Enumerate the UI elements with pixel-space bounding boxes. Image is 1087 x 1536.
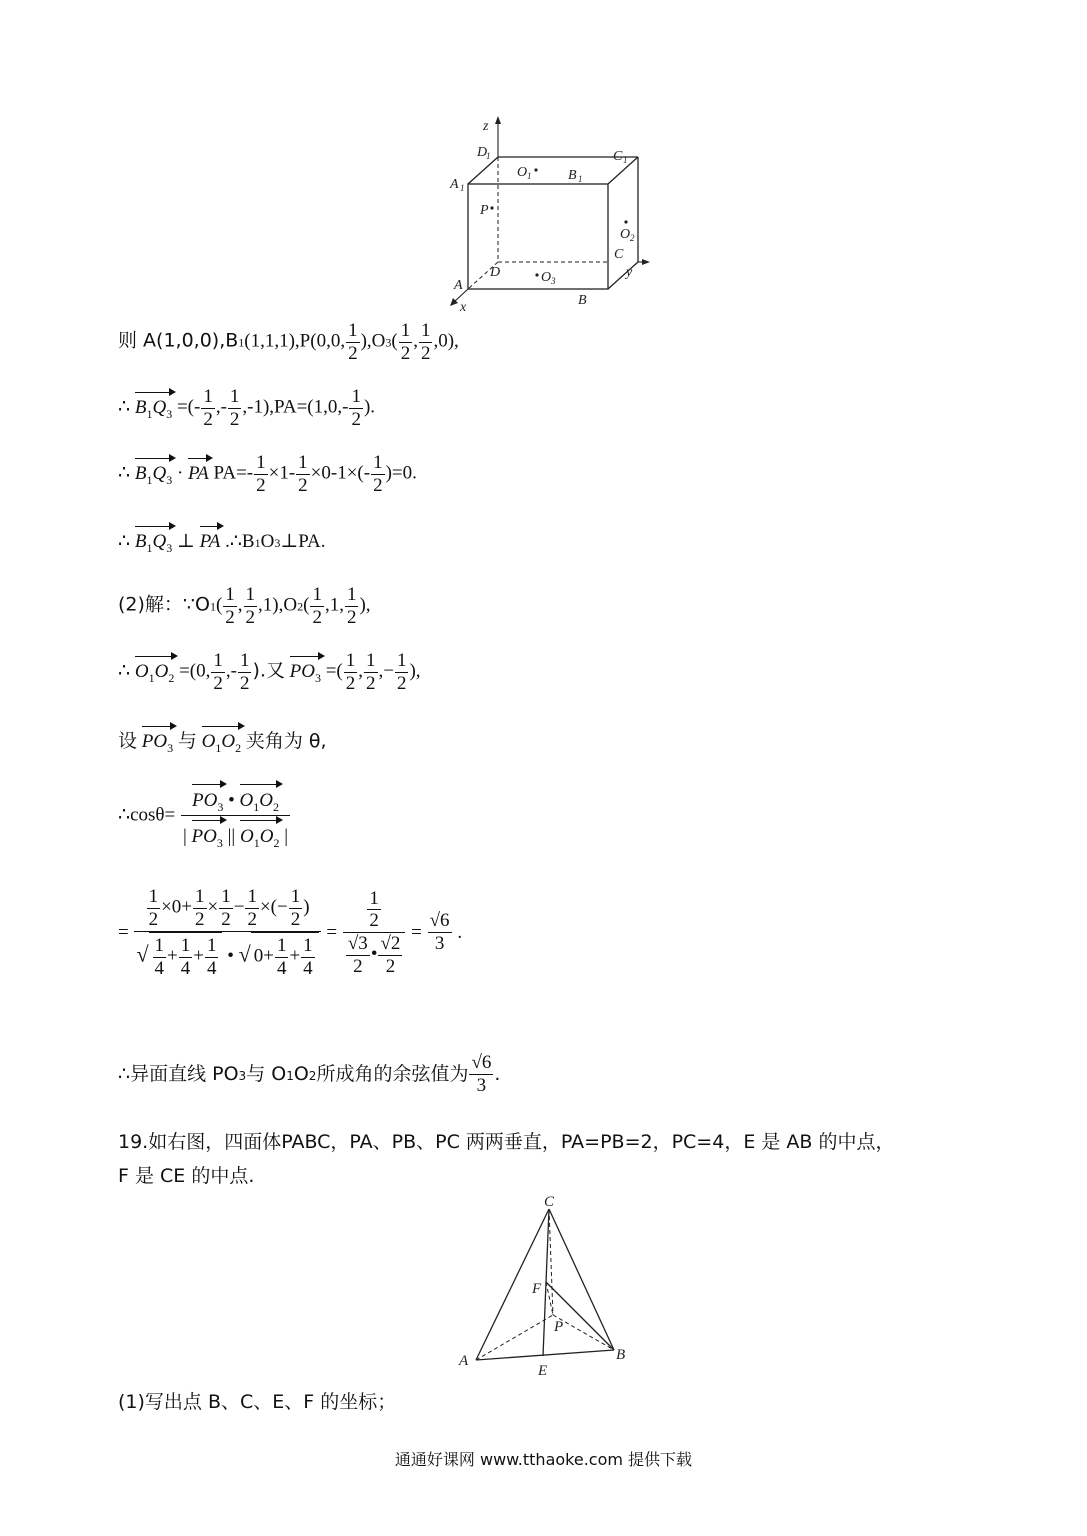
label-C: C <box>544 1195 555 1210</box>
line-coords: 则 A(1,0,0),B1(1,1,1),P(0,0, $\frac{1}{2}$ ),O3( $\frac{1}{2}$ , $\frac{1}{2}$ ,0), <box>118 320 459 364</box>
line-cos-value: = $\frac{1}{2}$ ×0+ $\frac{1}{2}$ × $\frac{1}{2}$ − $\frac{1}{2}$ ×(− $\frac{1}{2}$ ) √ $\frac{1}{4}$ + $\frac{1}{4}$ + $\frac{1}{4}$ • √ 0+ $\frac{1}{4}$ + $\frac{1}{4}$ = $\frac{1}{2}$ $\frac{√3}{2}$ • $\frac{√2}{2}$ = $\frac{√6}{3}$ . <box>118 886 463 979</box>
line-dot-product: ∴ $B_1Q_3$ · PA PA=- $\frac{1}{2}$ ×1- $\frac{1}{2}$ ×0-1×(- $\frac{1}{2}$ )=0. <box>118 452 417 496</box>
footer: 通通好课网 www.tthaoke.com 提供下载 <box>394 1450 693 1469</box>
svg-text:O: O <box>517 165 528 180</box>
cube-figure <box>440 112 650 317</box>
line-angle: 设 $PO_3$ 与 $O_1O_2$ 夹角为 θ, <box>118 722 327 754</box>
label-D1: D <box>477 145 488 160</box>
svg-text:A: A <box>450 177 459 192</box>
svg-text:x: x <box>460 300 467 315</box>
label-B: B <box>616 1347 626 1363</box>
svg-text:1: 1 <box>527 171 532 181</box>
svg-text:1: 1 <box>486 151 491 161</box>
svg-text:C: C <box>613 149 623 164</box>
problem-19-text-2: F 是 CE 的中点. <box>118 1165 255 1187</box>
line-cos-formula: ∴cosθ= $\frac{PO_3 • O_1O_2}{| PO_3 || O_1O_2 |}$ <box>118 780 291 850</box>
label-E: E <box>538 1363 548 1379</box>
problem-19-text: 19.如右图，四面体PABC，PA、PB、PC 两两垂直，PA=PB=2，PC=4，E 是 AB 的中点， <box>118 1131 895 1153</box>
line-perpendicular: ∴ $B_1Q_3$ ⊥ PA .∴B1O3⊥PA. <box>118 522 326 554</box>
svg-text:1: 1 <box>623 155 628 165</box>
svg-text:1: 1 <box>578 174 583 184</box>
label-z: z <box>483 119 489 134</box>
line-part2: (2)解：∵O1( $\frac{1}{2}$ , $\frac{1}{2}$ ,1),O2( $\frac{1}{2}$ ,1, $\frac{1}{2}$ ), <box>118 584 371 628</box>
label-P: P <box>554 1319 564 1335</box>
svg-text:O: O <box>620 227 631 242</box>
svg-text:D: D <box>490 265 501 280</box>
svg-text:P: P <box>480 203 489 218</box>
label-A: A <box>459 1353 469 1369</box>
svg-text:C: C <box>614 247 624 262</box>
svg-text:3: 3 <box>551 276 556 286</box>
line-o1o2: ∴ $O_1O_2 =(0$, $\frac{1}{2}$ ,- $\frac{1}{2}$ ).又 $PO_3$ =( $\frac{1}{2}$ , $\frac{1}{2}$ ,− $\frac{1}{2}$ ), <box>118 650 421 694</box>
svg-text:1: 1 <box>460 183 465 193</box>
tetrahedron-figure <box>450 1195 640 1380</box>
svg-text:O: O <box>541 270 552 285</box>
svg-text:B: B <box>578 293 587 308</box>
label-F: F <box>532 1281 542 1297</box>
svg-text:B: B <box>568 168 577 183</box>
svg-text:A: A <box>454 278 463 293</box>
problem-19-part1: (1)写出点 B、C、E、F 的坐标； <box>118 1391 397 1413</box>
line-vectors: ∴ $B_1Q_3$ =(- $\frac{1}{2}$ ,- $\frac{1}{2}$ ,-1),PA=(1,0,- $\frac{1}{2}$ ). <box>118 386 376 430</box>
svg-text:2: 2 <box>630 233 635 243</box>
line-conclusion: ∴异面直线 PO3与 O1O2所成角的余弦值为 $\frac{√6}{3}$ . <box>118 1052 501 1096</box>
svg-text:y: y <box>626 265 633 280</box>
